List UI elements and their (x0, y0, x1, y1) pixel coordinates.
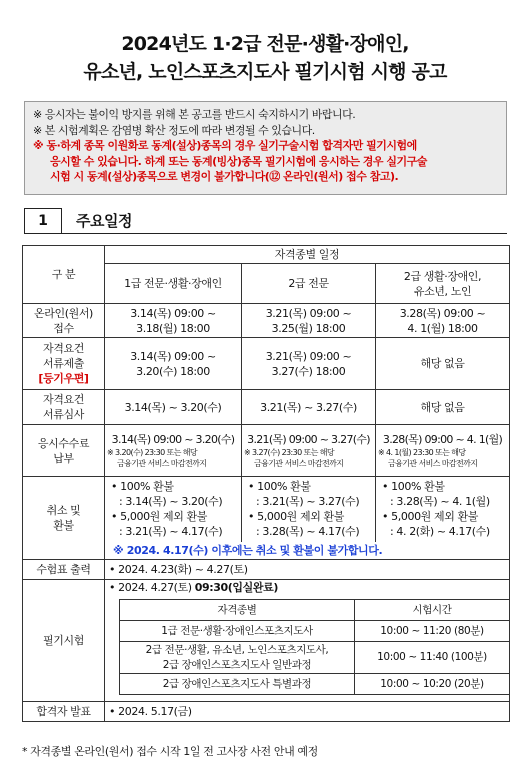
cell-docs-1 (105, 338, 242, 390)
notice-box (24, 101, 507, 195)
table-row-online (23, 304, 510, 338)
header-schedule: 자격종별 일정 (105, 246, 510, 264)
table-row-exam (23, 580, 510, 702)
notice-line-3c: 시험 시 동계(설상)종목으로 변경이 불가합니다(⑫ 온라인(원서) 접수 참고). (50, 170, 399, 183)
label-line: 온라인(원서) (34, 306, 93, 320)
notice-line-2: ※ 본 시험계획은 감염병 확산 정도에 따라 변경될 수 있습니다. (33, 123, 315, 137)
cell-review-2: 3.21(목) ~ 3.27(수) (242, 390, 376, 425)
notice-line-3a: ※ 동·하계 종목 이원화로 동계(설상)종목의 경우 실기구술시험 합격자만 필기시험에 (33, 139, 417, 152)
section-underline (62, 233, 507, 234)
cell-text: 2급 장애인스포츠지도사 일반과정 (162, 658, 312, 671)
header-col-2: 2급 전문 (242, 264, 376, 304)
cell-text: 3.14(목) 09:00 ~ (130, 349, 216, 363)
cell-fee-3 (376, 425, 510, 477)
exam-row-3-type: 2급 장애인스포츠지도사 특별과정 (120, 674, 355, 695)
cell-pass: • 2024. 5.17(금) (105, 702, 510, 722)
exam-time-table (119, 599, 510, 695)
cell-note: ※ 4. 1(월) 23:30 또는 해당 (378, 448, 466, 457)
cell-text: : 4. 2(화) ~ 4.17(수) (390, 525, 490, 539)
label-line: 납부 (53, 451, 74, 465)
cell-docs-2 (242, 338, 376, 390)
exam-date (105, 580, 509, 595)
cell-text: : 3.28(목) ~ 4.17(수) (256, 525, 360, 539)
cell-text: 3.18(월) 18:00 (136, 321, 210, 335)
cell-note: 금융기관 서비스 마감전까지 (388, 459, 478, 468)
label-line: 접수 (53, 321, 74, 335)
cell-text: 2급 전문·생활, 유소년, 노인스포츠지도사, (145, 643, 329, 656)
cell-text: 3.14(목) 09:00 ~ 3.20(수) (111, 433, 235, 446)
cell-online-2 (242, 304, 376, 338)
table-row-ticket (23, 560, 510, 580)
label-line: 취소 및 (46, 504, 81, 517)
table-row-review (23, 390, 510, 425)
table-row-docs (23, 338, 510, 390)
cell-note: 금융기관 서비스 마감전까지 (117, 459, 207, 468)
exam-row-2-type (120, 642, 355, 674)
row-label-refund (23, 477, 105, 560)
cell-refund-1 (105, 477, 242, 542)
cell-note: ※ 3.20(수) 23:30 또는 해당 (107, 448, 198, 457)
exam-header-type: 자격종별 (120, 600, 355, 621)
exam-row-2-time: 10:00 ~ 11:40 (100분) (355, 642, 510, 674)
label-line: 자격요건 (43, 393, 84, 406)
section-number: 1 (24, 208, 62, 234)
exam-time-text: 09:30(입실완료) (194, 581, 278, 594)
cell-review-3: 해당 없음 (376, 390, 510, 425)
row-label-pass: 합격자 발표 (23, 702, 105, 722)
cell-text: 3.14(목) 09:00 ~ (130, 306, 216, 320)
notice-line-3b: 응시할 수 있습니다. 하계 또는 동계(빙상)종목 필기시험에 응시하는 경우 실기구술 (50, 154, 427, 168)
exam-row-3-time: 10:00 ~ 10:20 (20분) (355, 674, 510, 695)
cell-text: : 3.21(목) ~ 3.27(수) (256, 495, 360, 509)
cell-ticket: • 2024. 4.23(화) ~ 4.27(토) (105, 560, 510, 580)
cell-docs-3: 해당 없음 (376, 338, 510, 390)
footnote: * 자격종별 온라인(원서) 접수 시작 1일 전 고사장 사전 안내 예정 (22, 745, 318, 758)
header-col-3-line-1: 2급 생활·장애인, (403, 269, 482, 283)
label-line: 자격요건 (43, 342, 84, 355)
row-label-docs (23, 338, 105, 390)
label-line: 환불 (53, 519, 74, 532)
header-col-3-line-2: 유소년, 노인 (413, 284, 472, 298)
row-label-online (23, 304, 105, 338)
table-row-refund (23, 477, 510, 542)
cell-text: • 100% 환불 (248, 480, 311, 494)
label-line-registered-mail: [등기우편] (38, 372, 89, 385)
table-row-fee (23, 425, 510, 477)
section-header (24, 208, 507, 234)
label-line: 서류심사 (43, 408, 84, 421)
cell-text: : 3.21(목) ~ 4.17(수) (119, 525, 223, 539)
cell-text: • 5,000원 제외 환불 (111, 510, 207, 524)
cell-text: : 3.14(목) ~ 3.20(수) (119, 495, 223, 509)
label-line: 응시수수료 (37, 436, 90, 450)
notice-line-1: ※ 응시자는 불이익 방지를 위해 본 공고를 반드시 숙지하시기 바랍니다. (33, 108, 356, 121)
exam-row-1-time: 10:00 ~ 11:20 (80분) (355, 621, 510, 642)
label-line: 서류제출 (43, 357, 84, 370)
cell-note: 금융기관 서비스 마감전까지 (254, 459, 344, 468)
refund-warning: ※ 2024. 4.17(수) 이후에는 취소 및 환불이 불가합니다. (105, 542, 510, 560)
exam-row-1-type: 1급 전문·생활·장애인스포츠지도사 (120, 621, 355, 642)
cell-text: 3.28(목) 09:00 ~ 4. 1(월) (382, 433, 503, 446)
exam-header-time: 시험시간 (355, 600, 510, 621)
cell-text: 3.27(수) 18:00 (271, 364, 346, 378)
cell-fee-1 (105, 425, 242, 477)
exam-date-text: • 2024. 4.27(토) (109, 581, 195, 594)
cell-text: 4. 1(월) 18:00 (407, 321, 478, 335)
row-label-fee (23, 425, 105, 477)
cell-online-3 (376, 304, 510, 338)
cell-text: • 100% 환불 (382, 480, 445, 494)
cell-text: 3.21(목) 09:00 ~ (265, 349, 352, 363)
cell-fee-2 (242, 425, 376, 477)
row-label-exam: 필기시험 (23, 580, 105, 702)
page-title (0, 30, 530, 86)
title-line-2: 유소년, 노인스포츠지도사 필기시험 시행 공고 (83, 61, 447, 83)
cell-refund-2 (242, 477, 376, 542)
cell-text: • 5,000원 제외 환불 (382, 510, 478, 524)
row-label-ticket: 수험표 출력 (23, 560, 105, 580)
cell-text: 3.28(목) 09:00 ~ (399, 306, 486, 320)
cell-text: 3.21(목) 09:00 ~ (265, 306, 352, 320)
header-col-3 (376, 264, 510, 304)
cell-review-1: 3.14(목) ~ 3.20(수) (105, 390, 242, 425)
cell-online-1 (105, 304, 242, 338)
table-row-pass (23, 702, 510, 722)
cell-text: 3.20(수) 18:00 (136, 364, 210, 378)
cell-note: ※ 3.27(수) 23:30 또는 해당 (244, 448, 335, 457)
cell-text: 3.25(월) 18:00 (271, 321, 346, 335)
section-title: 주요일정 (76, 212, 132, 230)
cell-text: • 100% 환불 (111, 480, 174, 494)
cell-text: : 3.28(목) ~ 4. 1(월) (390, 495, 490, 509)
cell-text: • 5,000원 제외 환불 (248, 510, 344, 524)
cell-exam (105, 580, 510, 702)
title-line-1: 2024년도 1·2급 전문·생활·장애인, (121, 33, 409, 55)
cell-refund-3 (376, 477, 510, 542)
header-col-1: 1급 전문·생활·장애인 (105, 264, 242, 304)
row-label-review (23, 390, 105, 425)
header-gubun: 구 분 (23, 246, 105, 304)
cell-text: 3.21(목) 09:00 ~ 3.27(수) (247, 433, 370, 446)
schedule-table (22, 245, 510, 722)
